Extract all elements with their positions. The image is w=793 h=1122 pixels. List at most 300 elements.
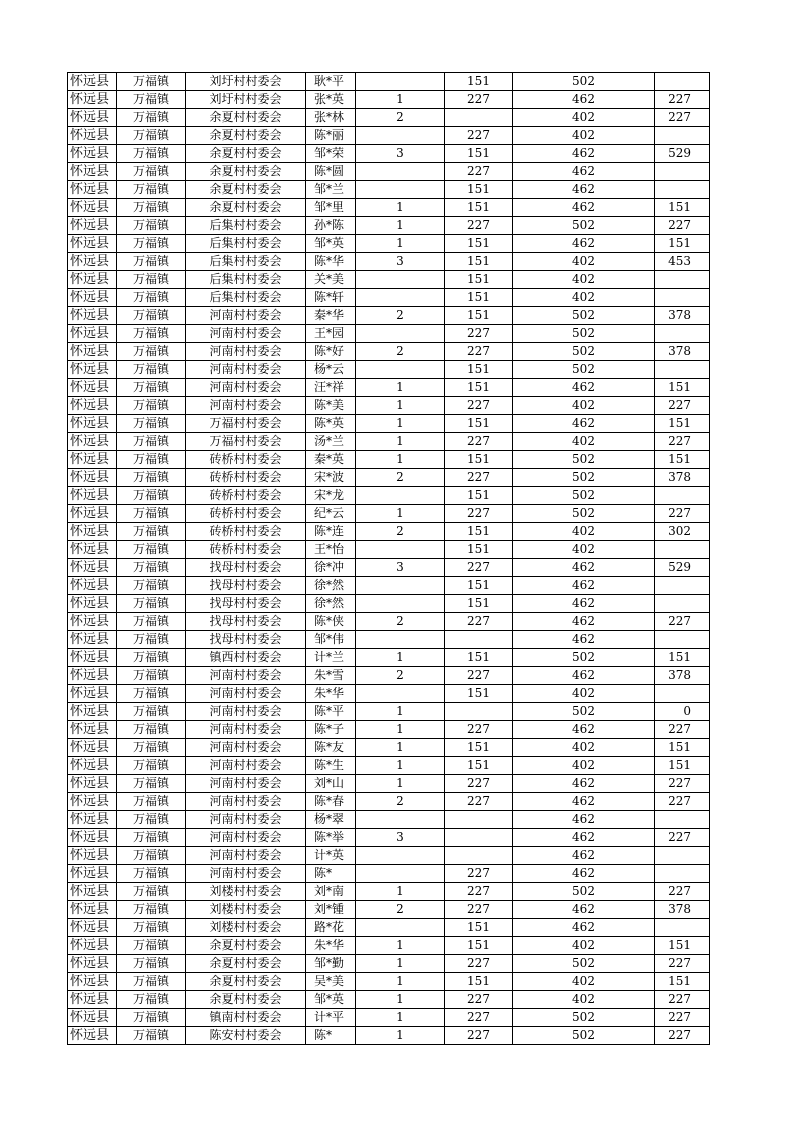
total-cell: 227 (655, 721, 710, 739)
total-cell: 378 (655, 901, 710, 919)
county-cell: 怀远县 (68, 451, 117, 469)
village-committee-cell: 砖桥村村委会 (186, 523, 306, 541)
amount-b-cell: 502 (513, 361, 655, 379)
table-row (68, 181, 710, 199)
amount-a-cell: 227 (445, 865, 513, 883)
amount-b-cell: 462 (513, 811, 655, 829)
total-cell (655, 595, 710, 613)
village-committee-cell: 河南村村委会 (186, 847, 306, 865)
town-cell: 万福镇 (117, 883, 186, 901)
total-cell (655, 631, 710, 649)
village-committee-cell: 刘楼村村委会 (186, 919, 306, 937)
village-committee-cell: 余夏村村委会 (186, 973, 306, 991)
name-cell: 杨*云 (306, 361, 356, 379)
name-cell: 陈*生 (306, 757, 356, 775)
count-cell: 1 (356, 721, 445, 739)
total-cell (655, 811, 710, 829)
amount-b-cell: 402 (513, 973, 655, 991)
name-cell: 陈*美 (306, 397, 356, 415)
amount-a-cell: 151 (445, 919, 513, 937)
table-row (68, 613, 710, 631)
town-cell: 万福镇 (117, 397, 186, 415)
amount-b-cell: 462 (513, 235, 655, 253)
amount-a-cell (445, 829, 513, 847)
total-cell (655, 919, 710, 937)
county-cell: 怀远县 (68, 703, 117, 721)
name-cell: 陈*举 (306, 829, 356, 847)
town-cell: 万福镇 (117, 199, 186, 217)
table-row (68, 1027, 710, 1045)
town-cell: 万福镇 (117, 163, 186, 181)
village-committee-cell: 余夏村村委会 (186, 109, 306, 127)
count-cell: 2 (356, 667, 445, 685)
amount-b-cell: 462 (513, 865, 655, 883)
total-cell (655, 163, 710, 181)
county-cell: 怀远县 (68, 649, 117, 667)
total-cell: 227 (655, 505, 710, 523)
county-cell: 怀远县 (68, 73, 117, 91)
village-committee-cell: 河南村村委会 (186, 685, 306, 703)
village-committee-cell: 砖桥村村委会 (186, 487, 306, 505)
count-cell: 1 (356, 955, 445, 973)
county-cell: 怀远县 (68, 955, 117, 973)
name-cell: 陈*丽 (306, 127, 356, 145)
amount-b-cell: 462 (513, 847, 655, 865)
amount-a-cell: 151 (445, 235, 513, 253)
amount-a-cell: 227 (445, 559, 513, 577)
count-cell: 1 (356, 1027, 445, 1045)
count-cell: 1 (356, 505, 445, 523)
table-row (68, 721, 710, 739)
amount-b-cell: 462 (513, 901, 655, 919)
count-cell: 2 (356, 307, 445, 325)
county-cell: 怀远县 (68, 433, 117, 451)
town-cell: 万福镇 (117, 289, 186, 307)
amount-b-cell: 462 (513, 199, 655, 217)
table-row (68, 415, 710, 433)
county-cell: 怀远县 (68, 919, 117, 937)
amount-b-cell: 462 (513, 667, 655, 685)
county-cell: 怀远县 (68, 883, 117, 901)
name-cell: 邹*里 (306, 199, 356, 217)
table-row (68, 361, 710, 379)
total-cell: 529 (655, 145, 710, 163)
name-cell: 陈*连 (306, 523, 356, 541)
amount-a-cell: 151 (445, 487, 513, 505)
count-cell: 1 (356, 235, 445, 253)
county-cell: 怀远县 (68, 559, 117, 577)
village-committee-cell: 刘楼村村委会 (186, 883, 306, 901)
village-committee-cell: 河南村村委会 (186, 829, 306, 847)
count-cell: 2 (356, 613, 445, 631)
total-cell (655, 865, 710, 883)
village-committee-cell: 河南村村委会 (186, 361, 306, 379)
town-cell: 万福镇 (117, 757, 186, 775)
name-cell: 陈*子 (306, 721, 356, 739)
amount-b-cell: 402 (513, 991, 655, 1009)
amount-a-cell (445, 703, 513, 721)
table-row (68, 973, 710, 991)
county-cell: 怀远县 (68, 829, 117, 847)
town-cell: 万福镇 (117, 541, 186, 559)
amount-b-cell: 462 (513, 91, 655, 109)
amount-a-cell (445, 109, 513, 127)
count-cell (356, 487, 445, 505)
amount-b-cell: 402 (513, 523, 655, 541)
table-row (68, 901, 710, 919)
county-cell: 怀远县 (68, 811, 117, 829)
village-committee-cell: 余夏村村委会 (186, 199, 306, 217)
name-cell: 刘*南 (306, 883, 356, 901)
total-cell: 151 (655, 199, 710, 217)
table-body (68, 73, 710, 1045)
name-cell: 邹*英 (306, 991, 356, 1009)
table-row (68, 505, 710, 523)
village-committee-cell: 砖桥村村委会 (186, 469, 306, 487)
name-cell: 朱*华 (306, 937, 356, 955)
count-cell: 2 (356, 901, 445, 919)
count-cell: 1 (356, 199, 445, 217)
village-committee-cell: 后集村村委会 (186, 271, 306, 289)
count-cell: 1 (356, 649, 445, 667)
name-cell: 计*平 (306, 1009, 356, 1027)
amount-a-cell: 151 (445, 757, 513, 775)
data-table (67, 72, 710, 1045)
village-committee-cell: 砖桥村村委会 (186, 451, 306, 469)
name-cell: 朱*华 (306, 685, 356, 703)
name-cell: 陈*圆 (306, 163, 356, 181)
name-cell: 关*美 (306, 271, 356, 289)
amount-b-cell: 502 (513, 649, 655, 667)
total-cell: 151 (655, 379, 710, 397)
amount-a-cell: 227 (445, 775, 513, 793)
town-cell: 万福镇 (117, 235, 186, 253)
village-committee-cell: 刘圩村村委会 (186, 73, 306, 91)
county-cell: 怀远县 (68, 127, 117, 145)
count-cell (356, 325, 445, 343)
amount-b-cell: 502 (513, 505, 655, 523)
amount-b-cell: 462 (513, 775, 655, 793)
count-cell (356, 631, 445, 649)
amount-a-cell: 151 (445, 541, 513, 559)
county-cell: 怀远县 (68, 1009, 117, 1027)
county-cell: 怀远县 (68, 271, 117, 289)
amount-b-cell: 502 (513, 883, 655, 901)
amount-a-cell: 151 (445, 973, 513, 991)
village-committee-cell: 余夏村村委会 (186, 127, 306, 145)
county-cell: 怀远县 (68, 325, 117, 343)
table-row (68, 649, 710, 667)
table-row (68, 235, 710, 253)
count-cell: 1 (356, 703, 445, 721)
town-cell: 万福镇 (117, 811, 186, 829)
amount-b-cell: 502 (513, 469, 655, 487)
name-cell: 徐*冲 (306, 559, 356, 577)
amount-a-cell: 151 (445, 595, 513, 613)
county-cell: 怀远县 (68, 757, 117, 775)
county-cell: 怀远县 (68, 793, 117, 811)
amount-a-cell: 227 (445, 127, 513, 145)
name-cell: 陈* (306, 865, 356, 883)
count-cell: 3 (356, 145, 445, 163)
count-cell: 1 (356, 379, 445, 397)
town-cell: 万福镇 (117, 577, 186, 595)
county-cell: 怀远县 (68, 217, 117, 235)
amount-b-cell: 462 (513, 721, 655, 739)
county-cell: 怀远县 (68, 361, 117, 379)
amount-b-cell: 402 (513, 109, 655, 127)
total-cell: 378 (655, 469, 710, 487)
amount-b-cell: 462 (513, 577, 655, 595)
village-committee-cell: 余夏村村委会 (186, 163, 306, 181)
village-committee-cell: 河南村村委会 (186, 667, 306, 685)
count-cell (356, 811, 445, 829)
amount-b-cell: 462 (513, 595, 655, 613)
total-cell: 227 (655, 217, 710, 235)
amount-a-cell: 227 (445, 1009, 513, 1027)
county-cell: 怀远县 (68, 289, 117, 307)
village-committee-cell: 后集村村委会 (186, 235, 306, 253)
name-cell: 秦*英 (306, 451, 356, 469)
village-committee-cell: 刘楼村村委会 (186, 901, 306, 919)
village-committee-cell: 找母村村委会 (186, 631, 306, 649)
table-row (68, 829, 710, 847)
county-cell: 怀远县 (68, 775, 117, 793)
name-cell: 邹*伟 (306, 631, 356, 649)
table-row (68, 739, 710, 757)
amount-a-cell: 151 (445, 739, 513, 757)
name-cell: 徐*然 (306, 577, 356, 595)
table-row (68, 667, 710, 685)
county-cell: 怀远县 (68, 541, 117, 559)
county-cell: 怀远县 (68, 487, 117, 505)
count-cell: 2 (356, 793, 445, 811)
county-cell: 怀远县 (68, 685, 117, 703)
town-cell: 万福镇 (117, 739, 186, 757)
village-committee-cell: 刘圩村村委会 (186, 91, 306, 109)
town-cell: 万福镇 (117, 685, 186, 703)
count-cell: 1 (356, 991, 445, 1009)
amount-a-cell: 151 (445, 289, 513, 307)
total-cell (655, 289, 710, 307)
town-cell: 万福镇 (117, 1009, 186, 1027)
total-cell: 151 (655, 937, 710, 955)
table-row (68, 955, 710, 973)
table-row (68, 145, 710, 163)
count-cell (356, 577, 445, 595)
count-cell: 1 (356, 883, 445, 901)
village-committee-cell: 河南村村委会 (186, 775, 306, 793)
table-row (68, 883, 710, 901)
name-cell: 邹*兰 (306, 181, 356, 199)
amount-b-cell: 502 (513, 343, 655, 361)
table-row (68, 685, 710, 703)
village-committee-cell: 余夏村村委会 (186, 955, 306, 973)
table-row (68, 289, 710, 307)
table-row (68, 127, 710, 145)
amount-a-cell: 151 (445, 73, 513, 91)
town-cell: 万福镇 (117, 721, 186, 739)
town-cell: 万福镇 (117, 1027, 186, 1045)
total-cell: 227 (655, 109, 710, 127)
village-committee-cell: 河南村村委会 (186, 865, 306, 883)
table-row (68, 631, 710, 649)
county-cell: 怀远县 (68, 865, 117, 883)
town-cell: 万福镇 (117, 325, 186, 343)
table-row (68, 865, 710, 883)
town-cell: 万福镇 (117, 703, 186, 721)
amount-a-cell: 227 (445, 505, 513, 523)
amount-b-cell: 502 (513, 307, 655, 325)
table-row (68, 595, 710, 613)
table-row (68, 109, 710, 127)
amount-b-cell: 462 (513, 379, 655, 397)
village-committee-cell: 余夏村村委会 (186, 145, 306, 163)
county-cell: 怀远县 (68, 721, 117, 739)
count-cell: 2 (356, 109, 445, 127)
town-cell: 万福镇 (117, 181, 186, 199)
amount-a-cell: 151 (445, 145, 513, 163)
count-cell: 1 (356, 217, 445, 235)
count-cell: 1 (356, 937, 445, 955)
amount-a-cell: 151 (445, 361, 513, 379)
total-cell: 151 (655, 451, 710, 469)
count-cell: 2 (356, 343, 445, 361)
amount-a-cell: 151 (445, 937, 513, 955)
amount-a-cell (445, 811, 513, 829)
name-cell: 耿*平 (306, 73, 356, 91)
town-cell: 万福镇 (117, 595, 186, 613)
name-cell: 刘*锺 (306, 901, 356, 919)
total-cell: 151 (655, 649, 710, 667)
amount-a-cell: 227 (445, 343, 513, 361)
amount-a-cell (445, 847, 513, 865)
total-cell (655, 685, 710, 703)
village-committee-cell: 陈安村村委会 (186, 1027, 306, 1045)
table-row (68, 541, 710, 559)
amount-a-cell: 227 (445, 163, 513, 181)
amount-a-cell: 151 (445, 199, 513, 217)
town-cell: 万福镇 (117, 829, 186, 847)
table-row (68, 793, 710, 811)
village-committee-cell: 后集村村委会 (186, 253, 306, 271)
name-cell: 张*林 (306, 109, 356, 127)
county-cell: 怀远县 (68, 631, 117, 649)
table-row (68, 91, 710, 109)
town-cell: 万福镇 (117, 775, 186, 793)
name-cell: 纪*云 (306, 505, 356, 523)
county-cell: 怀远县 (68, 1027, 117, 1045)
table-row (68, 703, 710, 721)
count-cell: 1 (356, 433, 445, 451)
name-cell: 宋*龙 (306, 487, 356, 505)
table-row (68, 325, 710, 343)
name-cell: 刘*山 (306, 775, 356, 793)
county-cell: 怀远县 (68, 523, 117, 541)
name-cell: 陈*华 (306, 253, 356, 271)
amount-b-cell: 402 (513, 739, 655, 757)
table-row (68, 433, 710, 451)
village-committee-cell: 万福村村委会 (186, 415, 306, 433)
count-cell: 1 (356, 397, 445, 415)
total-cell (655, 73, 710, 91)
town-cell: 万福镇 (117, 505, 186, 523)
table-row (68, 397, 710, 415)
county-cell: 怀远县 (68, 505, 117, 523)
total-cell: 227 (655, 883, 710, 901)
name-cell: 王*园 (306, 325, 356, 343)
amount-a-cell: 227 (445, 721, 513, 739)
amount-b-cell: 462 (513, 919, 655, 937)
amount-b-cell: 502 (513, 1027, 655, 1045)
county-cell: 怀远县 (68, 397, 117, 415)
town-cell: 万福镇 (117, 973, 186, 991)
county-cell: 怀远县 (68, 253, 117, 271)
total-cell (655, 847, 710, 865)
total-cell: 302 (655, 523, 710, 541)
town-cell: 万福镇 (117, 865, 186, 883)
table-row (68, 775, 710, 793)
county-cell: 怀远县 (68, 595, 117, 613)
village-committee-cell: 后集村村委会 (186, 217, 306, 235)
village-committee-cell: 河南村村委会 (186, 793, 306, 811)
village-committee-cell: 后集村村委会 (186, 289, 306, 307)
village-committee-cell: 万福村村委会 (186, 433, 306, 451)
name-cell: 杨*翠 (306, 811, 356, 829)
count-cell (356, 541, 445, 559)
count-cell: 3 (356, 559, 445, 577)
amount-b-cell: 462 (513, 631, 655, 649)
town-cell: 万福镇 (117, 901, 186, 919)
town-cell: 万福镇 (117, 919, 186, 937)
county-cell: 怀远县 (68, 379, 117, 397)
total-cell: 0 (655, 703, 710, 721)
amount-b-cell: 502 (513, 703, 655, 721)
table-row (68, 559, 710, 577)
amount-a-cell: 151 (445, 577, 513, 595)
amount-a-cell (445, 631, 513, 649)
town-cell: 万福镇 (117, 415, 186, 433)
town-cell: 万福镇 (117, 307, 186, 325)
county-cell: 怀远县 (68, 307, 117, 325)
village-committee-cell: 河南村村委会 (186, 343, 306, 361)
count-cell: 1 (356, 451, 445, 469)
total-cell (655, 127, 710, 145)
amount-a-cell: 227 (445, 667, 513, 685)
total-cell: 151 (655, 757, 710, 775)
total-cell (655, 271, 710, 289)
town-cell: 万福镇 (117, 73, 186, 91)
total-cell (655, 541, 710, 559)
village-committee-cell: 镇西村村委会 (186, 649, 306, 667)
village-committee-cell: 砖桥村村委会 (186, 505, 306, 523)
total-cell (655, 325, 710, 343)
name-cell: 汪*祥 (306, 379, 356, 397)
amount-b-cell: 502 (513, 955, 655, 973)
amount-b-cell: 502 (513, 73, 655, 91)
count-cell (356, 865, 445, 883)
name-cell: 计*兰 (306, 649, 356, 667)
name-cell: 计*英 (306, 847, 356, 865)
village-committee-cell: 余夏村村委会 (186, 181, 306, 199)
total-cell: 151 (655, 415, 710, 433)
name-cell: 孙*陈 (306, 217, 356, 235)
town-cell: 万福镇 (117, 433, 186, 451)
name-cell: 秦*华 (306, 307, 356, 325)
county-cell: 怀远县 (68, 613, 117, 631)
town-cell: 万福镇 (117, 253, 186, 271)
village-committee-cell: 河南村村委会 (186, 379, 306, 397)
